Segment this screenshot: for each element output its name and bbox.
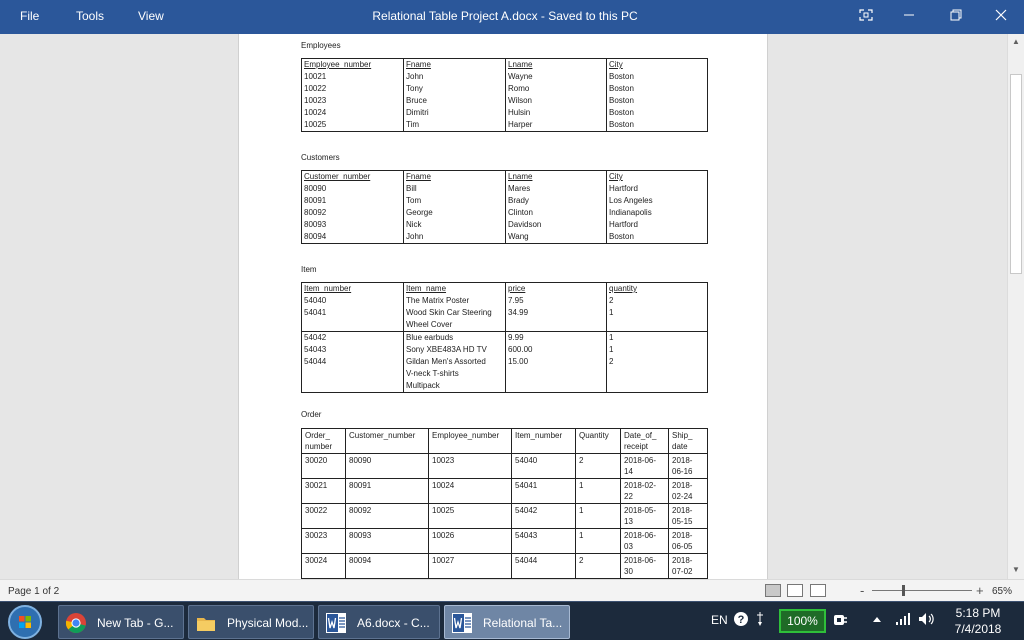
table-cell: Boston bbox=[607, 83, 708, 95]
table-cell: Indianapolis bbox=[607, 207, 708, 219]
zoom-in-button[interactable]: + bbox=[976, 583, 984, 598]
focus-mode-icon[interactable] bbox=[855, 6, 877, 26]
table-cell: 2 bbox=[576, 554, 621, 579]
table-cell: Boston bbox=[607, 71, 708, 83]
menu-view[interactable]: View bbox=[138, 9, 164, 23]
table-header-cell: price bbox=[506, 283, 607, 296]
table-cell: The Matrix Poster bbox=[404, 295, 506, 307]
table-row bbox=[302, 554, 708, 579]
zoom-level[interactable]: 65% bbox=[992, 586, 1013, 597]
taskbar-item-word-a6[interactable] bbox=[318, 605, 440, 639]
table-cell: Boston bbox=[607, 119, 708, 132]
table-cell: Wheel Cover bbox=[404, 319, 506, 332]
table-cell: Clinton bbox=[506, 207, 607, 219]
table-cell: 80093 bbox=[346, 529, 429, 554]
table-cell: 54042 bbox=[512, 504, 576, 529]
table-cell: Tony bbox=[404, 83, 506, 95]
table-cell: 2018- 06-05 bbox=[669, 529, 708, 554]
start-button[interactable] bbox=[8, 605, 42, 639]
power-plug-icon[interactable] bbox=[832, 612, 848, 631]
table-cell bbox=[607, 319, 708, 332]
employees-table bbox=[301, 58, 708, 132]
table-cell: 80094 bbox=[302, 231, 404, 244]
table-cell: 2018-02- 22 bbox=[621, 479, 669, 504]
table-header-cell: City bbox=[607, 171, 708, 184]
table-header-cell: Fname bbox=[404, 59, 506, 72]
table-cell: Hartford bbox=[607, 219, 708, 231]
vertical-scrollbar[interactable] bbox=[1007, 34, 1024, 579]
word-icon bbox=[451, 612, 473, 634]
table-cell: 1 bbox=[607, 344, 708, 356]
table-cell bbox=[607, 368, 708, 380]
table-cell: 2018- 02-24 bbox=[669, 479, 708, 504]
print-layout-icon[interactable] bbox=[787, 584, 803, 597]
document-area[interactable] bbox=[0, 34, 1007, 579]
table-row bbox=[302, 231, 708, 244]
table-cell: 10026 bbox=[429, 529, 512, 554]
table-header-cell: Item_name bbox=[404, 283, 506, 296]
network-signal-icon[interactable] bbox=[895, 612, 911, 629]
taskbar bbox=[0, 601, 1024, 640]
table-cell: Multipack bbox=[404, 380, 506, 393]
table-cell: 2018-06- 30 bbox=[621, 554, 669, 579]
menu-file[interactable]: File bbox=[20, 9, 40, 23]
table-cell: 2018- 07-02 bbox=[669, 554, 708, 579]
taskbar-item-label: A6.docx - C... bbox=[357, 616, 430, 630]
table-cell: 54043 bbox=[302, 344, 404, 356]
clock-date: 7/4/2018 bbox=[954, 622, 1002, 636]
table-cell bbox=[302, 380, 404, 393]
table-cell: 54044 bbox=[512, 554, 576, 579]
table-cell: 1 bbox=[607, 332, 708, 345]
table-cell: Davidson bbox=[506, 219, 607, 231]
status-bar bbox=[0, 579, 1024, 601]
table-row bbox=[302, 454, 708, 479]
help-icon[interactable] bbox=[733, 611, 749, 630]
table-cell: Romo bbox=[506, 83, 607, 95]
table-cell: Nick bbox=[404, 219, 506, 231]
table-cell: 30022 bbox=[302, 504, 346, 529]
table-row bbox=[302, 219, 708, 231]
table-header-cell: Employee_number bbox=[302, 59, 404, 72]
table-cell: 2 bbox=[607, 356, 708, 368]
taskbar-item-explorer[interactable] bbox=[188, 605, 314, 639]
table-row bbox=[302, 95, 708, 107]
table-header-cell: Lname bbox=[506, 59, 607, 72]
table-cell bbox=[506, 380, 607, 393]
table-cell: Mares bbox=[506, 183, 607, 195]
order-title: Order bbox=[301, 410, 322, 419]
language-indicator[interactable]: EN bbox=[711, 613, 728, 627]
minimize-button[interactable] bbox=[898, 6, 920, 26]
table-header-cell: Item_number bbox=[512, 429, 576, 454]
table-cell: Los Angeles bbox=[607, 195, 708, 207]
table-cell bbox=[506, 319, 607, 332]
table-cell: Sony XBE483A HD TV bbox=[404, 344, 506, 356]
zoom-slider-track[interactable] bbox=[872, 590, 972, 591]
table-row bbox=[302, 207, 708, 219]
table-cell: 1 bbox=[576, 504, 621, 529]
taskbar-item-chrome[interactable] bbox=[58, 605, 184, 639]
folder-icon bbox=[195, 612, 217, 634]
table-header-cell: Quantity bbox=[576, 429, 621, 454]
table-row bbox=[302, 295, 708, 307]
customers-title: Customers bbox=[301, 153, 340, 162]
table-row bbox=[302, 504, 708, 529]
table-cell: Blue earbuds bbox=[404, 332, 506, 345]
table-cell: Boston bbox=[607, 107, 708, 119]
table-cell: 2018-05- 13 bbox=[621, 504, 669, 529]
table-cell: Bruce bbox=[404, 95, 506, 107]
table-header-row bbox=[302, 59, 708, 72]
table-cell: 2018-06- 03 bbox=[621, 529, 669, 554]
chrome-icon bbox=[65, 612, 87, 634]
table-cell: 54041 bbox=[302, 307, 404, 319]
order-table bbox=[301, 428, 708, 579]
table-row bbox=[302, 195, 708, 207]
taskbar-item-word-relational[interactable] bbox=[444, 605, 570, 639]
table-header-cell: Customer_number bbox=[346, 429, 429, 454]
restore-button[interactable] bbox=[945, 6, 967, 26]
table-cell: 10023 bbox=[302, 95, 404, 107]
table-cell: Harper bbox=[506, 119, 607, 132]
table-row bbox=[302, 183, 708, 195]
table-cell: 10021 bbox=[302, 71, 404, 83]
table-cell: 80090 bbox=[346, 454, 429, 479]
table-cell: 2 bbox=[607, 295, 708, 307]
table-cell: 30021 bbox=[302, 479, 346, 504]
table-row bbox=[302, 119, 708, 132]
table-cell: 80091 bbox=[302, 195, 404, 207]
table-row bbox=[302, 319, 708, 332]
table-cell: 600.00 bbox=[506, 344, 607, 356]
pen-icon[interactable] bbox=[755, 611, 765, 630]
table-cell: Bill bbox=[404, 183, 506, 195]
table-header-cell: Date_of_ receipt bbox=[621, 429, 669, 454]
table-cell: 7.95 bbox=[506, 295, 607, 307]
page-count: Page 1 of 2 bbox=[8, 586, 60, 597]
table-cell: Brady bbox=[506, 195, 607, 207]
table-cell: 10024 bbox=[302, 107, 404, 119]
svg-text:?: ? bbox=[737, 614, 745, 626]
table-row bbox=[302, 380, 708, 393]
table-cell: 1 bbox=[576, 529, 621, 554]
table-header-cell: Employee_number bbox=[429, 429, 512, 454]
table-header-cell: Order_ number bbox=[302, 429, 346, 454]
table-cell: 80092 bbox=[302, 207, 404, 219]
table-header-cell: Ship_ date bbox=[669, 429, 708, 454]
customers-table bbox=[301, 170, 708, 244]
table-cell bbox=[506, 368, 607, 380]
zoom-out-button[interactable]: - bbox=[860, 583, 865, 598]
table-row bbox=[302, 529, 708, 554]
table-header-cell: quantity bbox=[607, 283, 708, 296]
read-mode-icon[interactable] bbox=[765, 584, 781, 597]
table-cell: 1 bbox=[576, 479, 621, 504]
taskbar-item-label: New Tab - G... bbox=[97, 616, 174, 630]
table-cell: Wang bbox=[506, 231, 607, 244]
table-header-cell: Fname bbox=[404, 171, 506, 184]
windows-logo-icon bbox=[19, 616, 31, 628]
close-button[interactable] bbox=[990, 6, 1012, 26]
table-cell: John bbox=[404, 231, 506, 244]
table-cell: 9.99 bbox=[506, 332, 607, 345]
table-cell: Hulsin bbox=[506, 107, 607, 119]
item-title: Item bbox=[301, 265, 317, 274]
volume-icon[interactable] bbox=[918, 612, 936, 629]
clock-time: 5:18 PM bbox=[955, 606, 1001, 620]
table-header-row bbox=[302, 171, 708, 184]
table-cell: 1 bbox=[607, 307, 708, 319]
table-cell: 30020 bbox=[302, 454, 346, 479]
table-cell: 10023 bbox=[429, 454, 512, 479]
item-table bbox=[301, 282, 708, 393]
scroll-up-icon[interactable]: ▲ bbox=[1012, 37, 1020, 46]
table-cell: 80090 bbox=[302, 183, 404, 195]
table-cell: 10025 bbox=[302, 119, 404, 132]
zoom-slider-thumb[interactable] bbox=[902, 585, 905, 596]
table-cell: Tim bbox=[404, 119, 506, 132]
word-icon bbox=[325, 612, 347, 634]
table-cell: 54041 bbox=[512, 479, 576, 504]
window-title: Relational Table Project A.docx - Saved to this PC bbox=[372, 9, 638, 23]
table-cell bbox=[302, 368, 404, 380]
table-cell: 54040 bbox=[302, 295, 404, 307]
table-row bbox=[302, 83, 708, 95]
table-header-row bbox=[302, 429, 708, 454]
table-cell: 80092 bbox=[346, 504, 429, 529]
table-cell: 54044 bbox=[302, 356, 404, 368]
table-row bbox=[302, 356, 708, 368]
table-header-row bbox=[302, 283, 708, 296]
table-row bbox=[302, 479, 708, 504]
scroll-down-icon[interactable]: ▼ bbox=[1012, 565, 1020, 574]
table-cell: Dimitri bbox=[404, 107, 506, 119]
table-cell: Gildan Men's Assorted bbox=[404, 356, 506, 368]
table-cell: 30024 bbox=[302, 554, 346, 579]
web-layout-icon[interactable] bbox=[810, 584, 826, 597]
table-cell: 34.99 bbox=[506, 307, 607, 319]
table-row bbox=[302, 332, 708, 345]
scroll-thumb[interactable] bbox=[1010, 74, 1022, 274]
table-cell: Wood Skin Car Steering bbox=[404, 307, 506, 319]
table-cell: 2018- 06-16 bbox=[669, 454, 708, 479]
table-cell: 10027 bbox=[429, 554, 512, 579]
table-header-cell: Item_number bbox=[302, 283, 404, 296]
document-page[interactable] bbox=[238, 34, 768, 579]
table-cell: John bbox=[404, 71, 506, 83]
table-cell: 2 bbox=[576, 454, 621, 479]
table-cell: 80091 bbox=[346, 479, 429, 504]
taskbar-item-label: Physical Mod... bbox=[227, 616, 309, 630]
table-cell: 10022 bbox=[302, 83, 404, 95]
table-cell: 80094 bbox=[346, 554, 429, 579]
employees-title: Employees bbox=[301, 41, 341, 50]
table-cell: 80093 bbox=[302, 219, 404, 231]
table-header-cell: Customer_number bbox=[302, 171, 404, 184]
table-cell: Boston bbox=[607, 95, 708, 107]
system-clock[interactable] bbox=[944, 605, 1012, 637]
table-cell: 54040 bbox=[512, 454, 576, 479]
table-cell: Wayne bbox=[506, 71, 607, 83]
table-row bbox=[302, 368, 708, 380]
table-cell bbox=[607, 380, 708, 393]
taskbar-item-label: Relational Ta... bbox=[483, 616, 563, 630]
table-cell: 54042 bbox=[302, 332, 404, 345]
table-cell: Boston bbox=[607, 231, 708, 244]
table-cell: Tom bbox=[404, 195, 506, 207]
table-cell: 30023 bbox=[302, 529, 346, 554]
table-row bbox=[302, 71, 708, 83]
table-cell: Wilson bbox=[506, 95, 607, 107]
table-row bbox=[302, 307, 708, 319]
show-hidden-icons-icon[interactable] bbox=[872, 614, 882, 628]
table-header-cell: City bbox=[607, 59, 708, 72]
table-cell: 2018-06- 14 bbox=[621, 454, 669, 479]
table-header-cell: Lname bbox=[506, 171, 607, 184]
table-cell: 10025 bbox=[429, 504, 512, 529]
table-row bbox=[302, 344, 708, 356]
battery-indicator[interactable]: 100% bbox=[779, 609, 826, 633]
table-cell: 15.00 bbox=[506, 356, 607, 368]
table-row bbox=[302, 107, 708, 119]
table-cell: Hartford bbox=[607, 183, 708, 195]
menu-tools[interactable]: Tools bbox=[76, 9, 105, 23]
table-cell: 54043 bbox=[512, 529, 576, 554]
table-cell: 10024 bbox=[429, 479, 512, 504]
table-cell: 2018- 05-15 bbox=[669, 504, 708, 529]
table-cell bbox=[302, 319, 404, 332]
table-cell: V-neck T-shirts bbox=[404, 368, 506, 380]
title-bar bbox=[0, 0, 1024, 34]
table-cell: George bbox=[404, 207, 506, 219]
